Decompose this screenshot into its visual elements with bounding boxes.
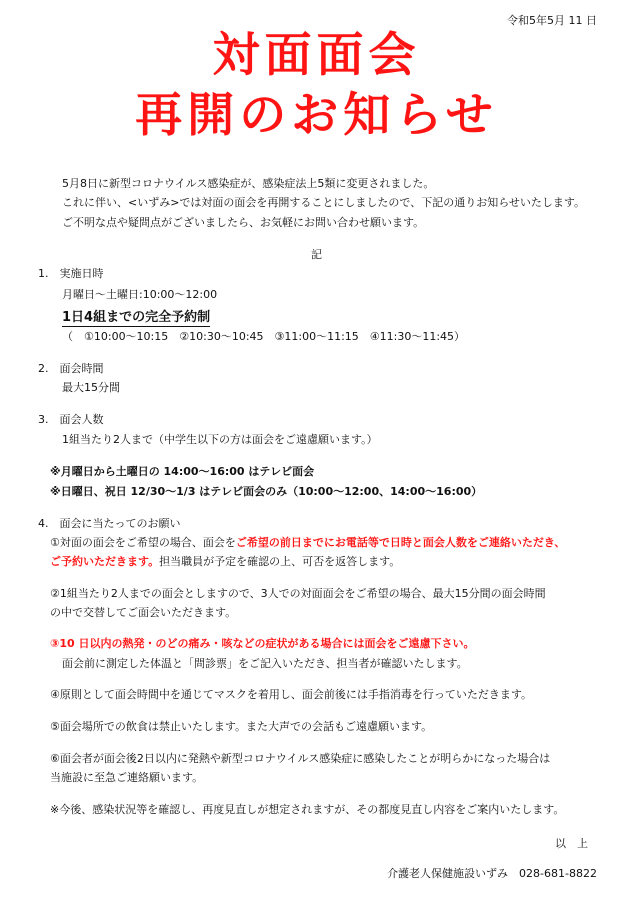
intro-line-2: これに伴い、<いずみ>では対面の面会を再開することにしましたので、下記の通りお知らせいたします。 (62, 196, 586, 209)
reservation-notice-text: 1日4組までの完全予約制 (62, 310, 211, 325)
request-2-line-1: ②1組当たり2人までの面会としますので、3人での対面面会をご希望の場合、最大15分間の面会時間 (50, 587, 546, 600)
request-3-line-2: 面会前に測定した体温と「問診票」をご記入いただき、担当者が確認いたします。 (62, 657, 468, 670)
request-2-line-2: の中で交替してご面会いただきます。 (50, 606, 237, 619)
request-1-line-2 (50, 555, 400, 569)
tv-visit-holidays: ※日曜日、祝日 12/30～1/3 はテレビ面会のみ（10:00～12:00、14:00～16:00） (50, 485, 483, 498)
request-5: ⑤面会場所での飲食は禁止いたします。また大声での会話もご遠慮願います。 (50, 720, 433, 733)
tv-visit-weekdays: ※月曜日から土曜日の 14:00～16:00 はテレビ面会 (50, 465, 315, 478)
intro-line-3: ご不明な点や疑問点がございましたら、お気軽にお問い合わせ願います。 (62, 216, 425, 229)
section-3-body: 1組当たり2人まで（中学生以下の方は面会をご遠慮願います。） (62, 433, 378, 446)
request-1-text-2: 担当職員が予定を確認の上、可否を返答します。 (159, 555, 401, 568)
section-1-hours: 月曜日～土曜日:10:00～12:00 (62, 288, 218, 301)
request-4: ④原則として面会時間中を通じてマスクを着用し、面会前後には手指消毒を行っていただきます。 (50, 688, 532, 701)
request-1-line-1 (50, 536, 565, 550)
closing-ijo: 以 上 (555, 837, 588, 850)
facility-contact: 介護老人保健施設いずみ 028-681-8822 (387, 867, 597, 880)
section-3-heading: 3. 面会人数 (38, 413, 104, 426)
section-2-body: 最大15分間 (62, 381, 120, 394)
request-1-emphasis-2: ご予約いただきます。 (50, 555, 160, 568)
request-6-line-2: 当施設に至急ご連絡願います。 (50, 771, 204, 784)
section-1-heading: 1. 実施日時 (38, 267, 104, 280)
ki-heading: 記 (311, 248, 322, 261)
intro-line-1: 5月8日に新型コロナウイルス感染症が、感染症法上5類に変更されました。 (62, 177, 435, 190)
request-6-line-1: ⑥面会者が面会後2日以内に発熱や新型コロナウイルス感染症に感染したことが明らかになった場合は (50, 752, 551, 765)
reservation-notice (62, 306, 210, 325)
document-date: 令和5年5月 11 日 (507, 14, 597, 27)
reservation-slots: （ ①10:00～10:15 ②10:30～10:45 ③11:00～11:15 ④11:30～11:45） (62, 330, 466, 343)
section-2-heading: 2. 面会時間 (38, 362, 104, 375)
title-line-2: 再開のお知らせ (135, 88, 498, 143)
request-3-line-1: ③10 日以内の熱発・のどの痛み・咳などの症状がある場合には面会をご遠慮下さい。 (50, 637, 475, 650)
request-1-emphasis: ご希望の前日までにお電話等で日時と面会人数をご連絡いただき、 (235, 536, 566, 549)
request-1-text: ①対面の面会をご希望の場合、面会を (50, 536, 236, 549)
section-4-heading: 4. 面会に当たってのお願い (38, 517, 181, 530)
future-note: ※今後、感染状況等を確認し、再度見直しが想定されますが、その都度見直し内容をご案内いたします。 (50, 803, 565, 816)
title-line-1: 対面面会 (212, 28, 421, 83)
